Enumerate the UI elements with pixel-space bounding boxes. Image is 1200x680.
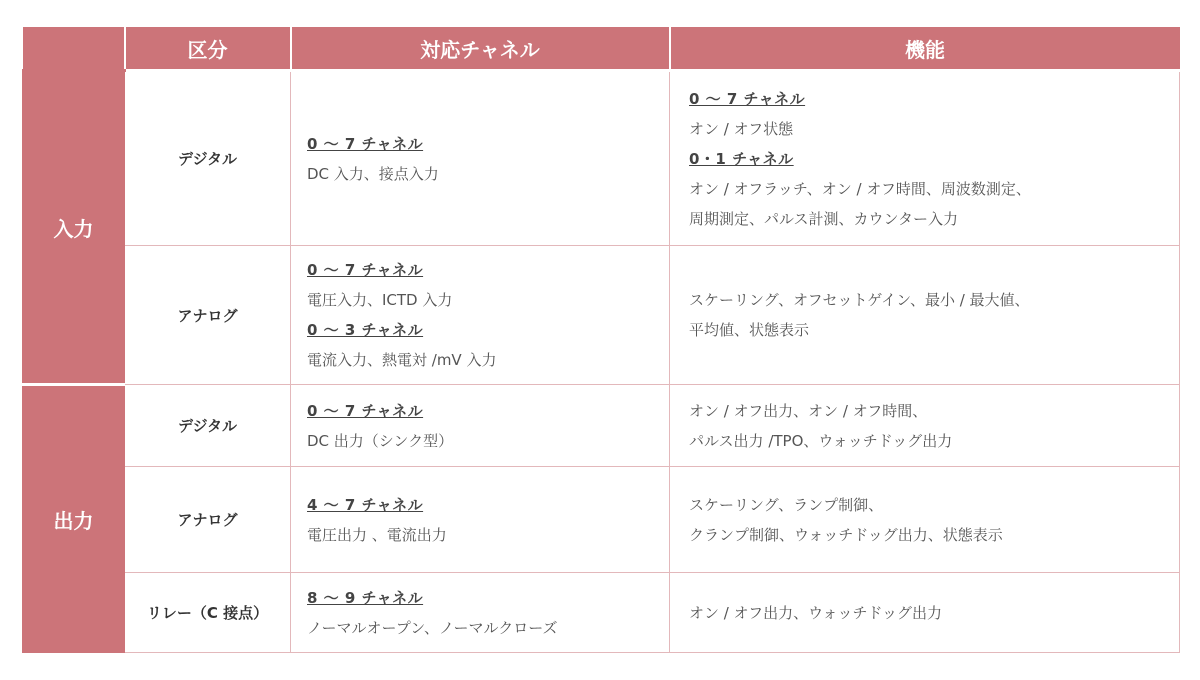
kind-cell: デジタル [125,71,291,246]
function-text: オン / オフ状態 [689,119,794,138]
channel-range: 0 ～ 3 チャネル [307,321,424,339]
function-text: オン / オフラッチ、オン / オフ時間、周波数測定、 [689,179,1031,198]
function-cell [670,573,1180,653]
channel-range: 0 ～ 7 チャネル [307,261,424,279]
channel-desc: 電流入力、熱電対 /mV 入力 [307,351,497,369]
channel-range: 0 ～ 7 チャネル [307,401,424,420]
function-text: オン / オフ出力、オン / オフ時間、 [689,401,928,420]
channels-cell [291,246,670,385]
channels-cell [291,467,670,573]
kind-cell: リレー（C 接点） [125,573,291,653]
header-function: 機能 [670,27,1180,71]
table-row [23,71,1180,246]
channel-range: 4 ～ 7 チャネル [307,495,424,514]
kind-cell: デジタル [125,385,291,467]
function-range: 0 ～ 7 チャネル [689,89,806,108]
channels-cell [291,385,670,467]
group-input: 入力 [23,71,125,385]
function-text: 周期測定、パルス計測、カウンター入力 [689,209,958,228]
channel-desc: 電圧入力、ICTD 入力 [307,291,453,309]
kind-cell: アナログ [125,246,291,385]
function-text: オン / オフ出力、ウォッチドッグ出力 [689,603,942,622]
channel-range: 8 ～ 9 チャネル [307,588,424,607]
group-output: 出力 [23,385,125,653]
function-cell [670,467,1180,573]
header-blank [23,27,125,71]
channel-range: 0 ～ 7 チャネル [307,134,424,153]
channel-desc: DC 出力（シンク型） [307,431,454,450]
function-text: スケーリング、オフセットゲイン、最小 / 最大値、 [689,291,1030,309]
header-channels: 対応チャネル [291,27,670,71]
kind-cell: アナログ [125,467,291,573]
channel-desc: 電圧出力 、電流出力 [307,525,447,544]
table-row [23,467,1180,573]
channels-cell [291,573,670,653]
function-text: スケーリング、ランプ制御、 [689,495,884,514]
channel-desc: ノーマルオープン、ノーマルクローズ [307,618,558,637]
function-text: 平均値、状態表示 [689,321,810,339]
table-row [23,385,1180,467]
function-cell [670,385,1180,467]
header-row [23,27,1180,71]
header-category: 区分 [125,27,291,71]
io-spec-table [22,27,1180,653]
function-range: 0・1 チャネル [689,149,794,168]
table-row [23,246,1180,385]
function-cell [670,246,1180,385]
table-row [23,573,1180,653]
function-text: クランプ制御、ウォッチドッグ出力、状態表示 [689,525,1003,544]
channel-desc: DC 入力、接点入力 [307,164,439,183]
channels-cell [291,71,670,246]
function-cell [670,71,1180,246]
function-text: パルス出力 /TPO、ウォッチドッグ出力 [689,431,953,450]
